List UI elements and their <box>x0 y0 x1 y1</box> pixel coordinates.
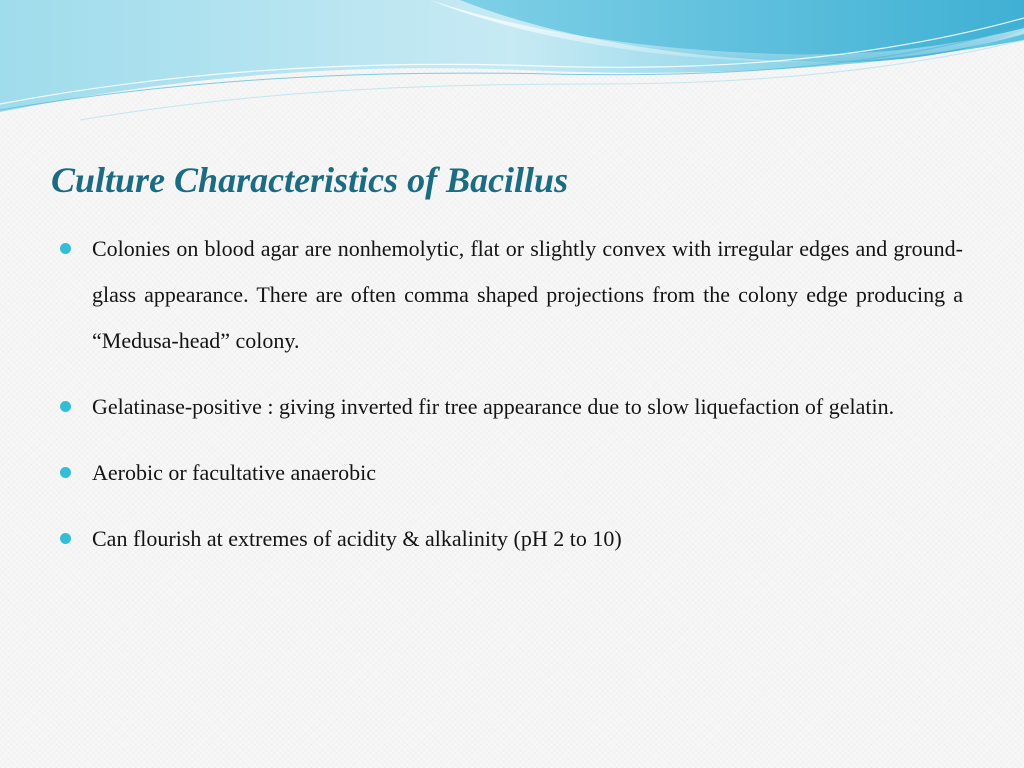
bullet-text: Colonies on blood agar are nonhemolytic, flat or slightly convex with irregular edges and ground-glass appearance. There are often comma shaped projections from the colony edge producing a “Medusa-head” colony. <box>92 236 963 353</box>
slide-title: Culture Characteristics of Bacillus <box>51 160 569 200</box>
bullet-item <box>60 226 963 364</box>
bullet-dot-icon <box>60 243 71 254</box>
bullet-list <box>60 226 963 582</box>
bullet-text: Gelatinase-positive : giving inverted fir tree appearance due to slow liquefaction of gelatin. <box>92 394 895 419</box>
bullet-item <box>60 450 963 496</box>
bullet-item <box>60 516 963 562</box>
bullet-dot-icon <box>60 533 71 544</box>
bullet-dot-icon <box>60 401 71 412</box>
bullet-dot-icon <box>60 467 71 478</box>
bullet-text: Can flourish at extremes of acidity & alkalinity (pH 2 to 10) <box>92 526 622 551</box>
header-wave-decoration <box>0 0 1024 140</box>
bullet-text: Aerobic or facultative anaerobic <box>92 460 377 485</box>
bullet-item <box>60 384 963 430</box>
